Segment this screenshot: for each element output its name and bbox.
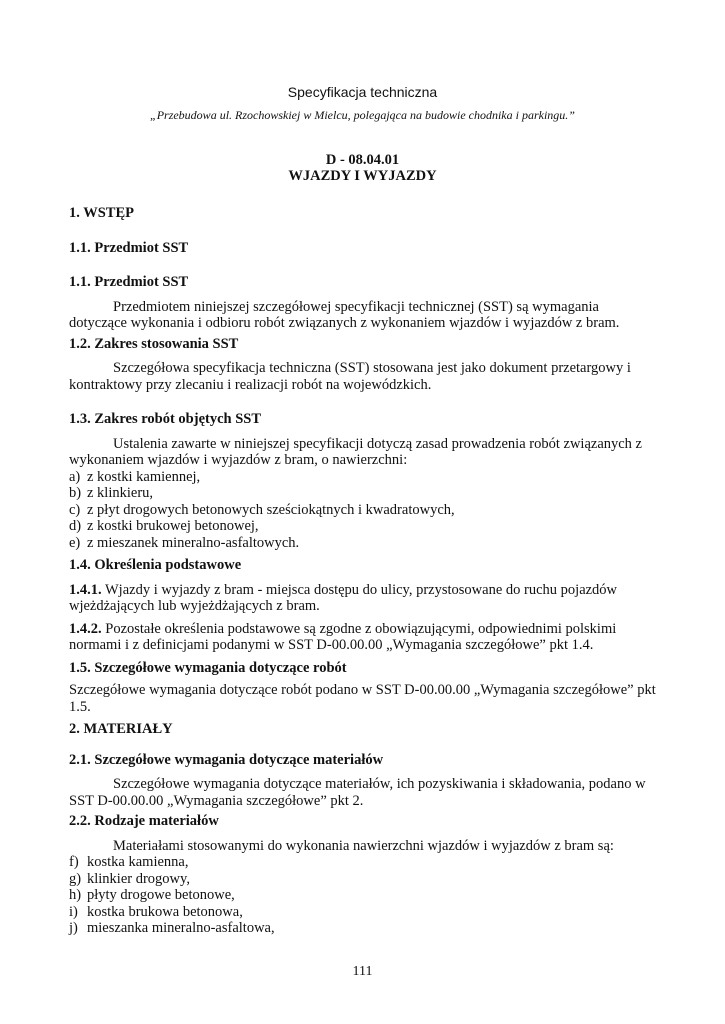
list-item (69, 485, 659, 502)
paragraph: Szczegółowe wymagania dotyczące robót podano w SST D-00.00.00 „Wymagania szczegółowe” pkt 1.5. (69, 682, 656, 715)
subsection-heading: 1.4. Określenia podstawowe (69, 557, 242, 573)
list-item (69, 904, 659, 921)
list-letter: e) (69, 534, 81, 551)
list-item (69, 854, 659, 871)
paragraph: Materiałami stosowanymi do wykonania nawierzchni wjazdów i wyjazdów z bram są: (113, 837, 614, 854)
list-letter: d) (69, 518, 82, 534)
list-item (69, 535, 659, 552)
list-text: z płyt drogowych betonowych sześciokątnych i kwadratowych, (87, 501, 455, 518)
list-text: kostka brukowa betonowa, (87, 903, 243, 920)
paragraph: Szczegółowe wymagania dotyczące materiałów, ich pozyskiwania i składowania, podano w SST D-00.00.00 „Wymagania szczegółowe” pkt 2. (69, 776, 646, 809)
material-type-list (69, 854, 659, 937)
page-number: 111 (352, 964, 373, 979)
paragraph: Szczegółowa specyfikacja techniczna (SST) stosowana jest jako dokument przetargowy i kontraktowy przy zlecaniu i realizacji robót na wojewódzkich. (69, 360, 631, 393)
list-text: z kostki kamiennej, (87, 468, 201, 485)
paragraph: Przedmiotem niniejszej szczegółowej specyfikacji technicznej (SST) są wymagania dotyczące wykonania i odbioru robót związanych z wykonaniem wjazdów i wyjazdów z bram. (69, 298, 620, 331)
header-subtitle: „Przebudowa ul. Rzochowskiej w Mielcu, polegająca na budowie chodnika i parkingu.” (150, 108, 575, 122)
list-letter: j) (69, 920, 78, 936)
header-title: Specyfikacja techniczna (287, 84, 438, 100)
definition-text: Pozostałe określenia podstawowe są zgodne z obowiązującymi, odpowiednimi polskimi normami i z definicjami podanymi w SST D-00.00.00 „Wymagania szczegółowe” pkt 1.4. (69, 620, 617, 653)
material-list (69, 469, 659, 552)
section-heading: 1. WSTĘP (69, 205, 135, 221)
definition-paragraph (69, 582, 659, 615)
subsection-heading: 1.5. Szczegółowe wymagania dotyczące robót (69, 659, 347, 676)
paragraph: Ustalenia zawarte w niniejszej specyfikacji dotyczą zasad prowadzenia robót związanych z wykonaniem wjazdów i wyjazdów z bram, o nawierzchni: (69, 435, 642, 468)
main-content (69, 205, 659, 937)
subsection-heading: 1.1. Przedmiot SST (69, 274, 189, 290)
list-text: z klinkieru, (87, 485, 154, 501)
definition-number: 1.4.2. (69, 620, 102, 637)
list-text: z mieszanek mineralno-asfaltowych. (87, 534, 300, 551)
definition-text: Wjazdy i wyjazdy z bram - miejsca dostępu do ulicy, przystosowane do ruchu pojazdów wjeżdżających lub wyjeżdżających z bram. (69, 581, 618, 614)
list-item (69, 518, 659, 535)
section-heading: 2. MATERIAŁY (69, 721, 173, 737)
list-text: płyty drogowe betonowe, (87, 887, 235, 903)
list-text: klinkier drogowy, (87, 870, 190, 887)
list-item (69, 469, 659, 486)
list-item (69, 871, 659, 888)
subsection-heading: 1.1. Przedmiot SST (69, 239, 189, 256)
list-letter: b) (69, 485, 82, 501)
list-letter: g) (69, 870, 82, 887)
list-item (69, 887, 659, 904)
subsection-heading: 1.3. Zakres robót objętych SST (69, 411, 262, 427)
list-text: mieszanka mineralno-asfaltowa, (87, 920, 275, 936)
document-name: WJAZDY I WYJAZDY (288, 168, 437, 184)
list-letter: f) (69, 854, 79, 870)
subsection-heading: 2.1. Szczegółowe wymagania dotyczące materiałów (69, 751, 384, 768)
list-letter: i) (69, 903, 78, 920)
subsection-heading: 1.2. Zakres stosowania SST (69, 335, 239, 352)
subsection-heading: 2.2. Rodzaje materiałów (69, 813, 219, 829)
list-letter: c) (69, 501, 81, 518)
document-code: D - 08.04.01 (325, 152, 400, 168)
list-letter: a) (69, 468, 81, 485)
list-text: z kostki brukowej betonowej, (87, 518, 259, 534)
list-item (69, 920, 659, 937)
list-text: kostka kamienna, (87, 854, 189, 870)
list-letter: h) (69, 887, 82, 903)
definition-number: 1.4.1. (69, 581, 102, 598)
definition-paragraph (69, 621, 659, 654)
list-item (69, 502, 659, 519)
